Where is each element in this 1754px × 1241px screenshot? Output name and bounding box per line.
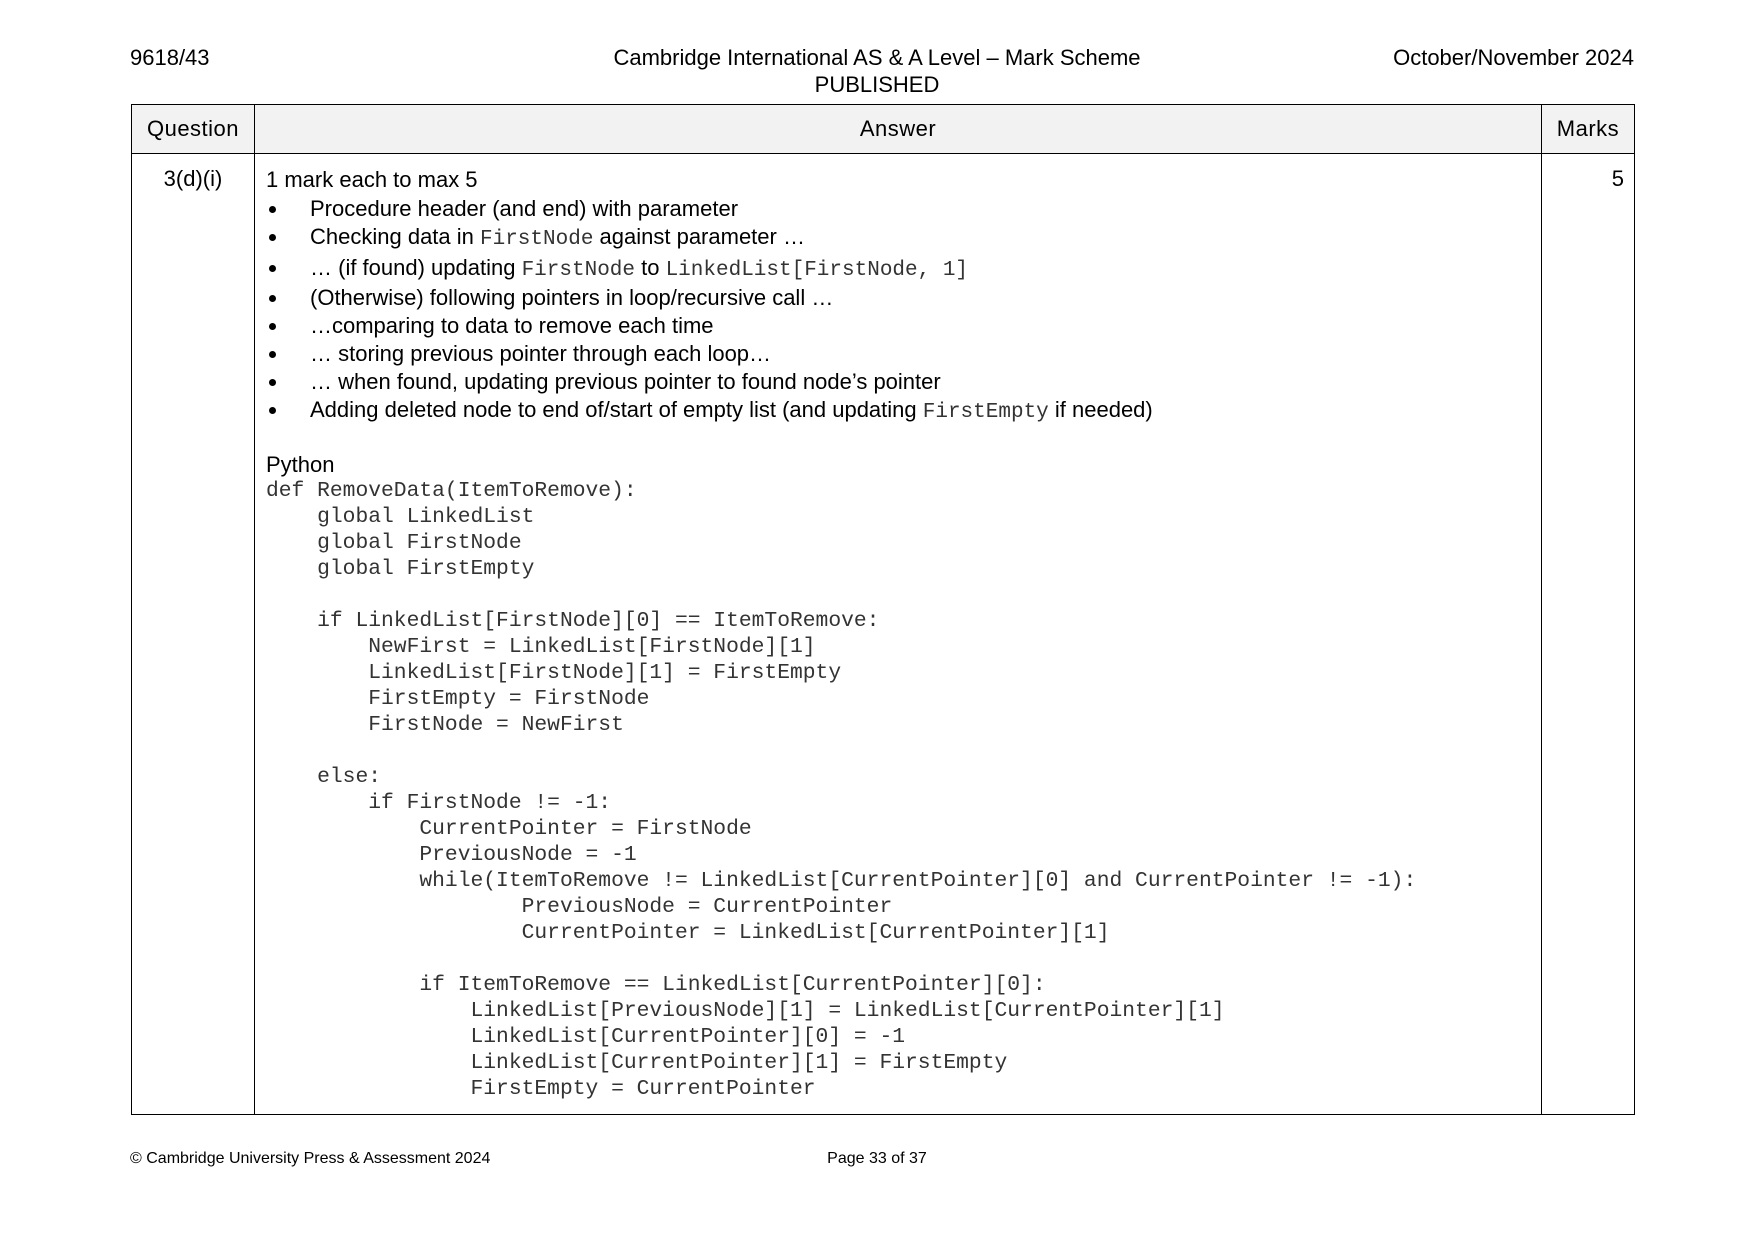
marking-point: Adding deleted node to end of/start of empty list (and updating FirstEmpty if needed) xyxy=(266,396,1530,427)
inline-code: LinkedList[FirstNode, 1] xyxy=(665,258,969,282)
page-number: Page 33 of 37 xyxy=(827,1150,927,1167)
python-code-listing: def RemoveData(ItemToRemove): global LinkedList global FirstNode global FirstEmpty if LinkedList[FirstNode][0] == ItemToRemove: NewFirst = LinkedList[FirstNode][1] LinkedList[FirstNode][1] = FirstEmpty FirstEmpty = FirstNode FirstNode = NewFirst else: if FirstNode != -1: CurrentPointer = FirstNode PreviousNode = -1 while(ItemToRemove != LinkedList[CurrentPointer][0] and CurrentPointer != -1): PreviousNode = CurrentPointer CurrentPointer = LinkedList[CurrentPointer][1] if ItemToRemove == LinkedList[CurrentPointer][0]: LinkedList[PreviousNode][1] = LinkedList[CurrentPointer][1] LinkedList[CurrentPointer][0] = -1 LinkedList[CurrentPointer][1] = FirstEmpty FirstEmpty = CurrentPointer xyxy=(266,479,1417,1102)
language-label: Python xyxy=(266,452,335,478)
marking-point: … (if found) updating FirstNode to LinkedList[FirstNode, 1] xyxy=(266,254,1530,285)
inline-code: FirstEmpty xyxy=(922,400,1049,424)
marking-point: … when found, updating previous pointer to found node’s pointer xyxy=(266,368,1530,396)
marking-point: Checking data in FirstNode against parameter … xyxy=(266,223,1530,254)
copyright-notice: © Cambridge University Press & Assessment 2024 xyxy=(130,1150,491,1167)
exam-session: October/November 2024 xyxy=(1393,45,1634,70)
document-title: Cambridge International AS & A Level – Mark Scheme xyxy=(613,45,1141,70)
answer-cell xyxy=(255,154,1542,1115)
marking-points-list xyxy=(266,195,1530,426)
marking-guidance: 1 mark each to max 5 xyxy=(266,167,478,192)
marking-point: …comparing to data to remove each time xyxy=(266,312,1530,340)
inline-code: FirstNode xyxy=(480,227,594,251)
marks-column-header: Marks xyxy=(1542,105,1635,154)
table-row xyxy=(132,154,1635,1115)
inline-code: FirstNode xyxy=(521,258,635,282)
mark-scheme-table xyxy=(131,104,1635,1115)
document-subtitle: PUBLISHED xyxy=(814,72,940,97)
answer-column-header: Answer xyxy=(255,105,1542,154)
table-header-row xyxy=(132,105,1635,154)
marking-point: … storing previous pointer through each loop… xyxy=(266,340,1530,368)
marking-point: Procedure header (and end) with parameter xyxy=(266,195,1530,223)
paper-code: 9618/43 xyxy=(130,45,210,70)
marks-value: 5 xyxy=(1542,154,1635,1115)
marking-point: (Otherwise) following pointers in loop/recursive call … xyxy=(266,284,1530,312)
question-column-header: Question xyxy=(132,105,255,154)
question-number: 3(d)(i) xyxy=(132,154,255,1115)
